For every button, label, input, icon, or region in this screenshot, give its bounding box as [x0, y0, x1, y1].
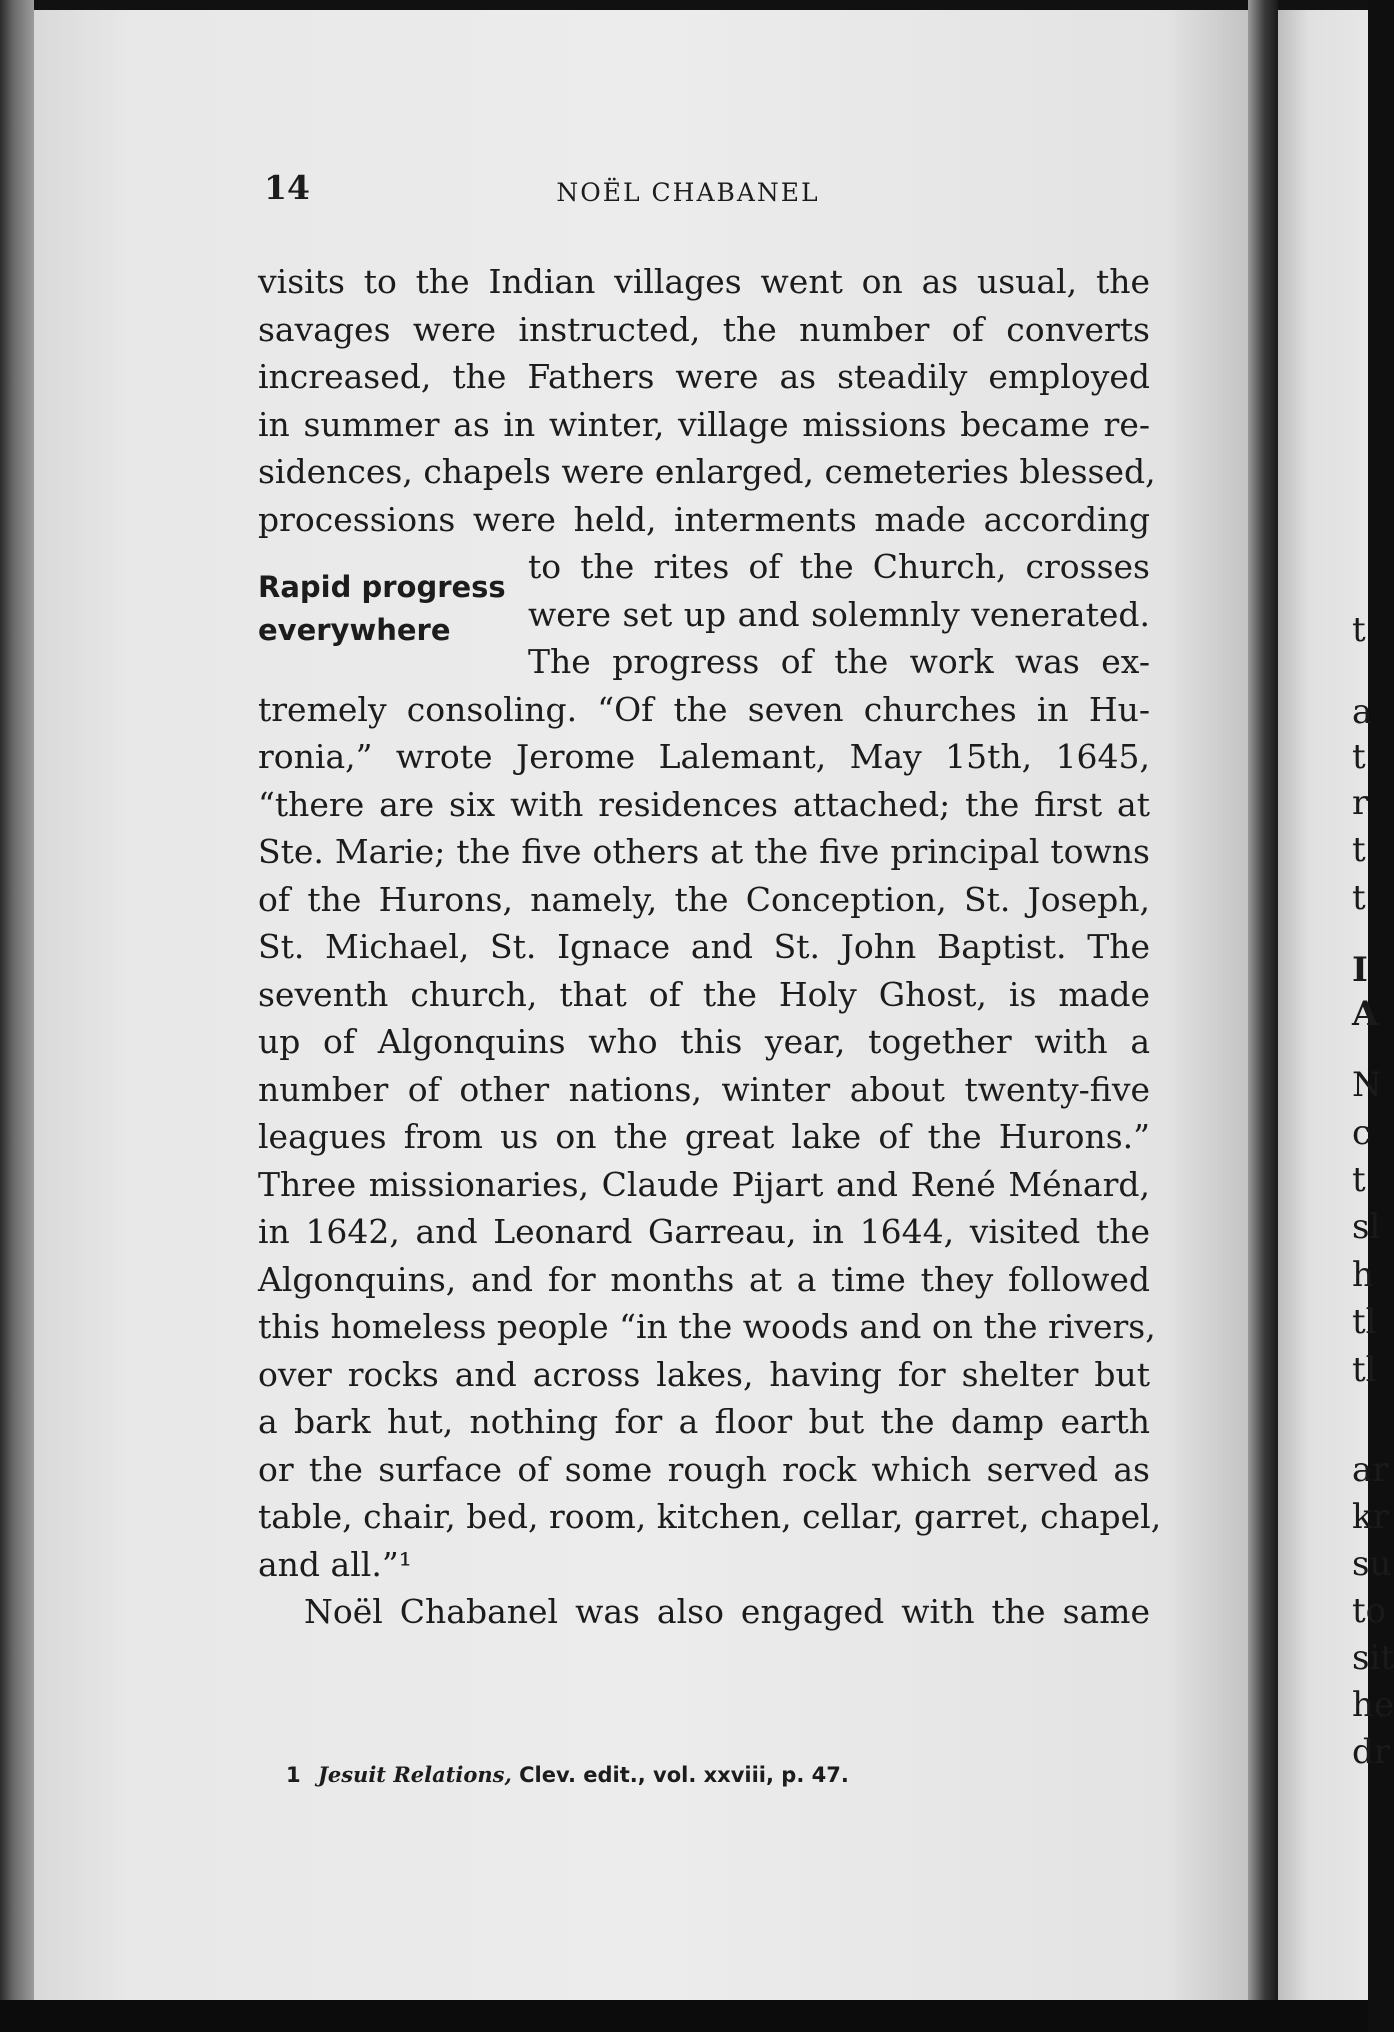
facing-page-fragment: t: [1352, 610, 1366, 650]
body-line: or the surface of some rough rock which served as: [258, 1449, 1150, 1489]
facing-page-fragment: I: [1352, 950, 1368, 990]
body-line: in 1642, and Leonard Garreau, in 1644, visited the: [258, 1212, 1150, 1251]
facing-page-fragment: sl: [1352, 1207, 1381, 1247]
page-header: [264, 168, 1164, 208]
body-line: this homeless people “in the woods and on the rivers,: [258, 1307, 1156, 1346]
facing-page-edge: [1278, 10, 1394, 2000]
body-line: table, chair, bed, room, kitchen, cellar, garret, chapel,: [258, 1497, 1162, 1536]
body-line: and all.”¹: [258, 1544, 412, 1584]
body-line: were set up and solemnly venerated.: [528, 594, 1150, 634]
scan-bottom-edge: [0, 2000, 1368, 2032]
body-line: ronia,” wrote Jerome Lalemant, May 15th, 1645,: [258, 737, 1150, 776]
facing-page-fragment: t: [1352, 878, 1366, 918]
body-line: to the rites of the Church, crosses: [528, 547, 1150, 586]
left-binding-strip: [0, 0, 34, 2032]
footnote-citation: Clev. edit., vol. xxviii, p. 47.: [519, 1763, 849, 1787]
body-line: over rocks and across lakes, having for shelter but: [258, 1354, 1150, 1394]
body-line: number of other nations, winter about twenty-five: [258, 1069, 1150, 1109]
sidenote-line: Rapid progress: [258, 570, 506, 604]
body-line: “there are six with residences attached; the first at: [258, 784, 1150, 824]
body-line: in summer as in winter, village missions became re-: [258, 404, 1150, 444]
facing-page-fragment: su: [1352, 1544, 1392, 1584]
body-line: processions were held, interments made according: [258, 499, 1150, 539]
footnote-number: 1: [286, 1763, 301, 1787]
margin-sidenote: [258, 566, 518, 652]
facing-page-fragment: dr: [1352, 1732, 1391, 1772]
facing-page-fragment: t: [1352, 737, 1366, 777]
body-line: seventh church, that of the Holy Ghost, is made: [258, 974, 1150, 1014]
page-number: 14: [264, 168, 310, 207]
facing-page-fragment: a: [1352, 692, 1373, 732]
body-line: Algonquins, and for months at a time they followed: [258, 1259, 1150, 1299]
body-line: of the Hurons, namely, the Conception, St. Joseph,: [258, 879, 1150, 919]
facing-page-fragment: r: [1352, 783, 1369, 823]
body-line: sidences, chapels were enlarged, cemeteries blessed,: [258, 452, 1156, 491]
facing-page-fragment: sit: [1352, 1638, 1394, 1678]
facing-page-fragment: tl: [1352, 1350, 1377, 1390]
body-text: [258, 258, 1162, 1636]
facing-page-fragment: N: [1352, 1065, 1382, 1105]
facing-page-fragment: he: [1352, 1685, 1394, 1725]
body-line: Noël Chabanel was also engaged with the same: [304, 1592, 1150, 1631]
facing-page-fragment: ar: [1352, 1450, 1389, 1490]
facing-page-fragment: h: [1352, 1255, 1374, 1295]
body-line: The progress of the work was ex-: [528, 642, 1150, 681]
body-line: up of Algonquins who this year, together with a: [258, 1022, 1150, 1061]
body-line: visits to the Indian villages went on as usual, the: [258, 262, 1150, 301]
body-line: Ste. Marie; the five others at the five principal towns: [258, 832, 1150, 871]
facing-page-fragment: c: [1352, 1113, 1372, 1153]
body-line: Three missionaries, Claude Pijart and René Ménard,: [258, 1164, 1150, 1204]
facing-page-fragment: to: [1352, 1591, 1387, 1631]
footnote: [286, 1762, 849, 1787]
facing-page-fragment: t: [1352, 1160, 1366, 1200]
body-line: increased, the Fathers were as steadily employed: [258, 357, 1150, 396]
facing-page-fragment: A: [1352, 994, 1379, 1034]
body-line: a bark hut, nothing for a floor but the damp earth: [258, 1402, 1150, 1441]
facing-page-fragment: kr: [1352, 1497, 1389, 1537]
sidenote-line: everywhere: [258, 613, 451, 647]
book-gutter: [1248, 0, 1278, 2032]
body-line: leagues from us on the great lake of the Hurons.”: [258, 1117, 1150, 1156]
facing-page-fragment: t: [1352, 830, 1366, 870]
facing-page-fragment: tl: [1352, 1302, 1377, 1342]
body-line: savages were instructed, the number of converts: [258, 309, 1150, 349]
running-title: NOËL CHABANEL: [556, 178, 820, 207]
footnote-source: Jesuit Relations,: [317, 1762, 512, 1787]
body-line: St. Michael, St. Ignace and St. John Baptist. The: [258, 927, 1150, 966]
body-line: tremely consoling. “Of the seven churches in Hu-: [258, 689, 1150, 729]
